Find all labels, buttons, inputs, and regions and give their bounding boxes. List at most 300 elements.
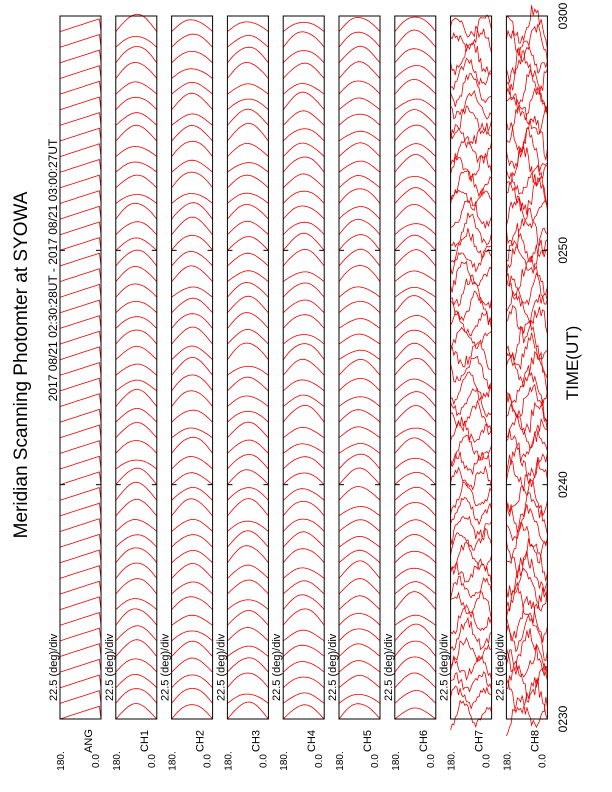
scan-trace xyxy=(60,597,101,610)
scan-trace xyxy=(116,195,157,204)
panel-channel-label: CH7 xyxy=(473,729,486,753)
scan-trace xyxy=(339,614,380,626)
scan-trace xyxy=(506,105,547,143)
scan-trace xyxy=(116,423,157,438)
scan-trace xyxy=(116,609,157,625)
y-tick-label: 180. xyxy=(111,751,123,771)
scan-trace xyxy=(116,499,157,516)
scan-trace xyxy=(172,51,213,63)
scan-trace xyxy=(172,519,213,531)
scan-trace xyxy=(172,141,213,156)
y-tick-label: 180. xyxy=(223,751,235,771)
scan-trace xyxy=(60,425,101,438)
scan-trace xyxy=(227,283,268,298)
scan-trace xyxy=(506,51,547,95)
scan-trace xyxy=(283,532,324,547)
scan-trace xyxy=(60,519,101,532)
y-tick-label: 0.0 xyxy=(146,754,158,768)
scan-trace xyxy=(283,300,324,313)
scan-trace xyxy=(60,394,101,407)
x-axis-label: TIME(UT) xyxy=(563,325,582,401)
y-tick-label: 0.0 xyxy=(314,754,326,768)
scan-trace xyxy=(172,641,213,656)
scan-trace xyxy=(283,143,324,157)
scan-trace xyxy=(227,565,268,578)
scan-trace xyxy=(283,335,324,345)
scan-trace xyxy=(227,396,268,407)
scan-trace xyxy=(116,222,157,235)
scan-trace xyxy=(506,5,547,49)
scan-trace xyxy=(60,675,101,688)
scan-trace xyxy=(60,409,101,422)
y-tick-label: 0.0 xyxy=(481,754,493,768)
scan-trace xyxy=(506,429,547,462)
scan-trace xyxy=(227,123,268,141)
scan-trace xyxy=(339,561,380,579)
scan-trace xyxy=(339,596,380,610)
scan-trace xyxy=(60,331,101,344)
scan-trace xyxy=(395,551,436,563)
scan-trace xyxy=(395,125,436,141)
scan-trace xyxy=(227,205,268,220)
scan-trace xyxy=(283,111,324,126)
scan-trace xyxy=(116,535,157,547)
scan-trace xyxy=(116,284,157,297)
scan-trace xyxy=(60,238,101,251)
scan-trace xyxy=(227,366,268,375)
scan-trace xyxy=(172,314,213,329)
scan-trace xyxy=(116,147,157,157)
scan-trace xyxy=(395,708,436,719)
scan-trace xyxy=(116,330,157,344)
scan-trace xyxy=(60,441,101,454)
scan-trace xyxy=(395,296,436,313)
scan-trace xyxy=(116,704,157,719)
scan-trace xyxy=(283,581,324,594)
scan-trace xyxy=(116,460,157,469)
y-tick-label: 180. xyxy=(446,751,458,771)
panel-channel-label: CH1 xyxy=(138,729,151,753)
scan-trace xyxy=(506,24,547,62)
scan-trace xyxy=(395,624,436,641)
panel-channel-label: CH5 xyxy=(362,729,374,753)
chart-title: Meridian Scanning Photomter at SYOWA xyxy=(11,191,32,539)
scan-trace xyxy=(227,109,268,125)
scan-trace xyxy=(339,397,380,407)
scan-trace xyxy=(60,534,101,547)
y-tick-label: 0.0 xyxy=(425,754,437,768)
scan-trace xyxy=(227,296,268,313)
panel-scale-label: 22.5 (deg)/div xyxy=(48,633,60,701)
scan-trace xyxy=(339,235,380,251)
scan-trace xyxy=(116,409,157,423)
y-tick-label: 0.0 xyxy=(537,754,549,768)
scan-trace xyxy=(339,644,380,657)
scan-trace xyxy=(60,456,101,469)
scan-trace xyxy=(395,691,436,704)
scan-trace xyxy=(116,47,157,63)
panel-scale-label: 22.5 (deg)/div xyxy=(494,633,507,701)
scan-trace xyxy=(60,628,101,641)
scan-trace xyxy=(172,473,213,485)
scan-trace xyxy=(60,488,101,501)
scan-trace xyxy=(395,657,436,672)
panel-ch3 xyxy=(215,16,269,771)
scan-trace xyxy=(60,144,101,157)
scan-trace xyxy=(451,328,492,351)
scan-trace xyxy=(395,458,436,469)
scan-trace xyxy=(395,503,436,516)
scan-trace xyxy=(172,172,213,188)
scan-trace xyxy=(60,269,101,282)
scan-trace xyxy=(60,50,101,63)
scan-trace xyxy=(339,454,380,469)
scan-trace xyxy=(283,677,324,688)
x-tick-label: 0230 xyxy=(556,705,570,733)
scan-trace xyxy=(339,350,380,360)
scan-trace xyxy=(283,249,324,266)
scan-trace xyxy=(172,564,213,579)
scan-trace xyxy=(395,330,436,344)
scan-trace xyxy=(283,501,324,516)
scan-trace xyxy=(395,110,436,126)
scan-trace xyxy=(395,568,436,578)
scan-trace xyxy=(60,550,101,563)
scan-trace xyxy=(172,457,213,470)
scan-trace xyxy=(172,69,213,79)
scan-trace xyxy=(283,457,324,469)
scan-trace xyxy=(116,346,157,359)
scan-trace xyxy=(283,705,324,719)
scan-trace xyxy=(395,392,436,407)
scan-trace xyxy=(172,391,213,407)
scan-trace xyxy=(395,271,436,282)
scan-trace xyxy=(395,438,436,454)
scan-trace xyxy=(283,645,324,656)
scan-trace xyxy=(506,87,547,120)
scan-trace xyxy=(506,208,547,254)
scan-trace xyxy=(506,178,547,215)
scan-trace xyxy=(227,22,268,32)
scan-trace xyxy=(227,531,268,547)
scan-trace xyxy=(339,379,380,391)
scan-trace xyxy=(283,191,324,203)
scan-trace xyxy=(172,217,213,235)
scan-trace xyxy=(116,37,157,48)
panel-ch1 xyxy=(104,14,158,770)
time-range: 2017 08/21 02:30:28UT - 2017 08/21 03:00:27UT xyxy=(46,138,60,402)
scan-trace xyxy=(283,157,324,172)
scan-trace xyxy=(227,253,268,266)
scan-trace xyxy=(395,30,436,47)
scan-trace xyxy=(451,171,492,199)
y-tick-label: 0.0 xyxy=(202,754,214,768)
panel-scale-label: 22.5 (deg)/div xyxy=(327,633,339,701)
scan-trace xyxy=(451,452,492,475)
scan-trace xyxy=(227,658,268,672)
scan-trace xyxy=(227,99,268,110)
scan-trace xyxy=(172,125,213,141)
scan-trace xyxy=(283,405,324,422)
scan-trace xyxy=(172,551,213,563)
scan-trace xyxy=(283,272,324,282)
scan-trace xyxy=(451,123,492,148)
scan-trace xyxy=(395,250,436,266)
scan-trace xyxy=(339,207,380,220)
scan-trace xyxy=(172,93,213,110)
scan-trace xyxy=(227,377,268,391)
scan-trace xyxy=(116,266,157,281)
scan-trace xyxy=(395,99,436,110)
y-tick-label: 180. xyxy=(56,751,67,771)
scan-trace xyxy=(451,73,492,106)
scan-trace xyxy=(116,441,157,454)
scan-trace xyxy=(283,395,324,407)
scan-trace xyxy=(172,266,213,282)
panel-ch4 xyxy=(271,16,325,771)
scan-trace xyxy=(60,659,101,672)
scan-trace xyxy=(60,284,101,297)
scan-trace xyxy=(172,410,213,422)
scan-trace xyxy=(227,546,268,563)
scan-trace xyxy=(283,51,324,63)
scan-trace xyxy=(395,428,436,438)
scan-trace xyxy=(172,675,213,688)
scan-trace xyxy=(283,344,324,360)
scan-trace xyxy=(283,283,324,297)
scan-trace xyxy=(451,435,492,466)
panel-frame xyxy=(116,16,157,719)
scan-trace xyxy=(172,298,213,313)
scan-trace xyxy=(506,539,547,582)
panel-frame xyxy=(451,16,492,719)
scan-trace xyxy=(506,306,547,344)
scan-trace xyxy=(395,472,436,484)
scan-trace xyxy=(395,487,436,500)
scan-trace xyxy=(283,489,324,501)
scan-trace xyxy=(339,427,380,438)
scan-trace xyxy=(116,162,157,172)
scan-trace xyxy=(60,378,101,391)
scan-trace xyxy=(116,250,157,266)
scan-trace xyxy=(60,253,101,266)
scan-trace xyxy=(339,520,380,532)
scan-trace xyxy=(283,129,324,141)
scan-trace xyxy=(227,343,268,360)
scan-trace xyxy=(60,160,101,173)
scan-trace xyxy=(339,536,380,547)
scan-trace xyxy=(60,581,101,594)
scan-trace xyxy=(451,356,492,389)
scan-trace xyxy=(506,165,547,205)
scan-trace xyxy=(283,380,324,391)
scan-trace xyxy=(339,661,380,673)
panel-channel-label: CH6 xyxy=(417,729,430,753)
scan-trace xyxy=(227,499,268,516)
panel-scale-label: 22.5 (deg)/div xyxy=(103,633,116,701)
scan-trace xyxy=(395,17,436,32)
scan-trace xyxy=(116,689,157,704)
scan-trace xyxy=(60,97,101,110)
scan-trace xyxy=(283,315,324,329)
scan-trace xyxy=(227,521,268,531)
scan-trace xyxy=(339,629,380,641)
scan-trace xyxy=(451,401,492,434)
scan-trace xyxy=(116,97,157,109)
scan-trace xyxy=(451,516,492,544)
scan-trace xyxy=(395,235,436,250)
scan-trace xyxy=(60,363,101,376)
scan-trace xyxy=(506,415,547,449)
scan-trace xyxy=(60,81,101,94)
scan-trace xyxy=(339,46,380,63)
scan-trace xyxy=(339,131,380,141)
scan-trace xyxy=(283,568,324,579)
scan-trace xyxy=(339,359,380,375)
scan-trace xyxy=(283,92,324,110)
scan-trace xyxy=(227,193,268,203)
scan-trace xyxy=(395,673,436,688)
scan-trace xyxy=(395,316,436,329)
scan-trace xyxy=(395,592,436,610)
scan-trace xyxy=(451,529,492,555)
scan-trace xyxy=(339,579,380,594)
scan-trace xyxy=(227,600,268,610)
scan-trace xyxy=(172,194,213,204)
scan-trace xyxy=(506,661,547,702)
scan-trace xyxy=(172,357,213,375)
scan-trace xyxy=(116,626,157,641)
scan-trace xyxy=(506,365,547,406)
scan-trace xyxy=(339,487,380,501)
scan-trace xyxy=(172,658,213,672)
scan-trace xyxy=(451,618,492,650)
scan-trace xyxy=(339,507,380,516)
scan-trace xyxy=(116,317,157,329)
scan-trace xyxy=(227,440,268,453)
scan-trace xyxy=(227,47,268,63)
scan-trace xyxy=(172,287,213,297)
scan-trace xyxy=(172,34,213,47)
y-tick-label: 180. xyxy=(167,751,179,771)
scan-trace xyxy=(116,125,157,141)
scan-trace xyxy=(339,189,380,204)
scan-trace xyxy=(227,63,268,79)
panel-channel-label: CH8 xyxy=(529,729,542,753)
scan-trace xyxy=(227,271,268,282)
scan-trace xyxy=(172,437,213,453)
y-tick-label: 180. xyxy=(390,751,402,771)
scan-trace xyxy=(60,66,101,79)
scan-trace xyxy=(116,674,157,687)
scan-trace xyxy=(60,222,101,235)
panel-scale-label: 22.5 (deg)/div xyxy=(438,633,451,701)
scan-trace xyxy=(339,287,380,297)
scan-trace xyxy=(227,329,268,344)
scan-trace xyxy=(395,204,436,219)
scan-trace xyxy=(339,17,380,31)
scan-trace xyxy=(339,249,380,266)
scan-trace xyxy=(116,364,157,375)
scan-trace xyxy=(60,35,101,48)
scan-trace xyxy=(116,482,157,500)
scan-trace xyxy=(116,82,157,94)
scan-trace xyxy=(227,35,268,47)
scan-trace xyxy=(116,659,157,672)
scan-trace xyxy=(227,221,268,234)
scan-trace xyxy=(60,316,101,329)
scan-trace xyxy=(395,520,436,532)
scan-trace xyxy=(60,128,101,141)
scan-trace xyxy=(283,427,324,437)
scan-trace xyxy=(283,609,324,625)
scan-trace xyxy=(283,693,324,704)
scan-trace xyxy=(60,503,101,516)
scan-trace xyxy=(451,91,492,119)
scan-trace xyxy=(172,114,213,126)
scan-trace xyxy=(506,492,547,534)
panel-ch5 xyxy=(327,16,381,771)
scan-trace xyxy=(227,580,268,594)
scan-trace xyxy=(395,641,436,656)
scan-trace xyxy=(451,340,492,370)
scan-trace xyxy=(283,630,324,641)
scan-trace xyxy=(227,673,268,688)
x-tick-label: 0250 xyxy=(556,236,570,264)
scan-trace xyxy=(172,597,213,610)
scan-trace xyxy=(339,704,380,719)
y-tick-label: 180. xyxy=(335,751,346,771)
scan-trace xyxy=(451,686,492,708)
scan-trace xyxy=(227,628,268,641)
scan-trace xyxy=(395,406,436,423)
scan-trace xyxy=(60,472,101,485)
panel-channel-label: CH4 xyxy=(306,729,319,753)
scan-trace xyxy=(60,566,101,579)
scan-trace xyxy=(395,80,436,95)
scan-trace xyxy=(60,175,101,188)
y-tick-label: 0.0 xyxy=(370,754,381,768)
scan-trace xyxy=(395,343,436,360)
scan-trace xyxy=(506,583,547,623)
scan-trace xyxy=(172,688,213,703)
scan-trace xyxy=(116,302,157,313)
scan-trace xyxy=(451,542,492,574)
panel-channel-label: CH3 xyxy=(250,729,263,753)
scan-trace xyxy=(451,156,492,179)
scan-trace xyxy=(227,175,268,188)
scan-trace xyxy=(60,644,101,657)
scan-trace xyxy=(116,238,157,250)
scan-trace xyxy=(339,694,380,703)
scan-trace xyxy=(227,470,268,485)
scan-trace xyxy=(395,155,436,173)
scan-trace xyxy=(60,113,101,126)
scan-trace xyxy=(451,701,492,731)
scan-trace xyxy=(116,640,157,657)
scan-trace xyxy=(283,549,324,563)
scan-trace xyxy=(116,175,157,188)
scan-trace xyxy=(227,646,268,656)
scan-trace xyxy=(339,266,380,282)
panel-scale-label: 22.5 (deg)/div xyxy=(271,633,284,701)
scan-trace xyxy=(451,15,492,37)
scan-trace xyxy=(451,291,492,325)
scan-trace xyxy=(172,487,213,500)
scan-trace xyxy=(172,615,213,625)
scan-trace xyxy=(395,49,436,63)
panel-ch8 xyxy=(494,5,548,771)
